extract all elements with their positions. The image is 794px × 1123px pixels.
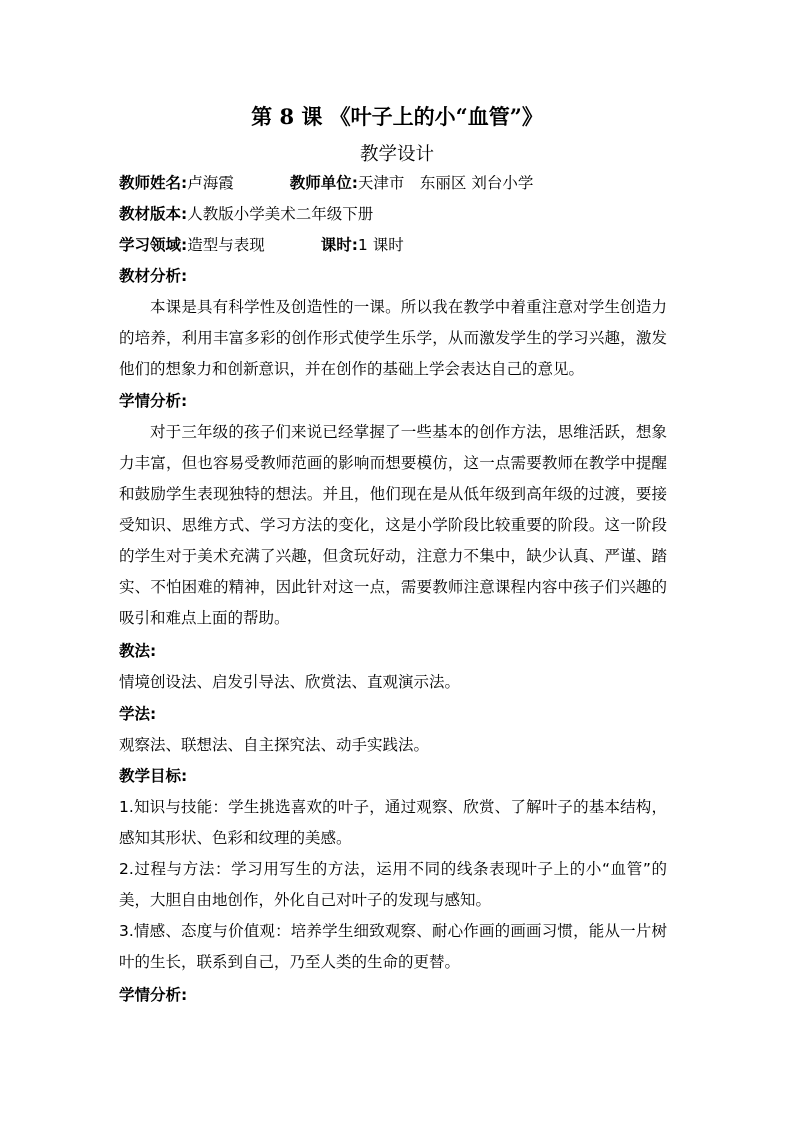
teaching-method-heading: 教法: [119,642,157,660]
teaching-method-text: 情境创设法、启发引导法、欣赏法、直观演示法。 [119,673,461,691]
teacher-unit-label: 教师单位: [289,174,358,192]
student-analysis-heading: 学情分析: [119,392,188,410]
learning-method-heading: 学法: [119,705,157,723]
textbook-value: 人教版小学美术二年级下册 [187,205,374,223]
lesson-title: 第 8 课 《叶子上的小“血管”》 [251,104,543,129]
analysis-heading: 教材分析: [119,267,188,285]
teacher-unit: 天津市 东丽区 刘台小学 [357,174,534,192]
goal-attitude: 3.情感、态度与价值观：培养学生细致观察、耐心作画的画画习惯，能从一片树叶的生长，联系到自己，乃至人类的生命的更替。 [119,922,667,971]
learning-method-text: 观察法、联想法、自主探究法、动手实践法。 [119,736,430,754]
student-analysis-paragraph: 对于三年级的孩子们来说已经掌握了一些基本的创作方法，思维活跃，想象力丰富，但也容易受教师范画的影响而想要模仿，这一点需要教师在教学中提醒和鼓励学生表现独特的想法。并且，他们现在是从低年级到高年级的过渡，要接受知识、思维方式、学习方法的变化，这是小学阶段比较重要的阶段。这一阶段的学生对于美术充满了兴趣，但贪玩好动，注意力不集中，缺少认真、严谨、踏实、不怕困难的精神，因此针对这一点，需要教师注意课程内容中孩子们兴趣的吸引和难点上面的帮助。 [119,423,667,627]
domain-value: 造型与表现 [187,236,265,254]
student-analysis-heading-2: 学情分析: [119,986,188,1004]
goal-knowledge: 1.知识与技能：学生挑选喜欢的叶子，通过观察、欣赏、了解叶子的基本结构，感知其形状、色彩和纹理的美感。 [119,798,667,847]
teacher-info-line [119,172,533,194]
domain-line [119,234,404,256]
domain-label: 学习领域: [119,236,188,254]
teaching-goals-heading: 教学目标: [119,767,188,785]
textbook-label: 教材版本: [119,205,188,223]
teacher-name: 卢海霞 [187,174,234,192]
textbook-line [119,203,373,225]
goal-process: 2.过程与方法：学习用写生的方法，运用不同的线条表现叶子上的小“血管”的美，大胆自由地创作，外化自己对叶子的发现与感知。 [119,860,667,909]
hours-label: 课时: [320,236,358,254]
teacher-name-label: 教师姓名: [119,174,188,192]
hours-value: 1 课时 [357,236,404,254]
lesson-subtitle: 教学设计 [359,144,434,165]
analysis-paragraph: 本课是具有科学性及创造性的一课。所以我在教学中着重注意对学生创造力的培养，利用丰富多彩的创作形式使学生乐学，从而激发学生的学习兴趣，激发他们的想象力和创新意识，并在创作的基础上学会表达自己的意见。 [119,298,667,378]
